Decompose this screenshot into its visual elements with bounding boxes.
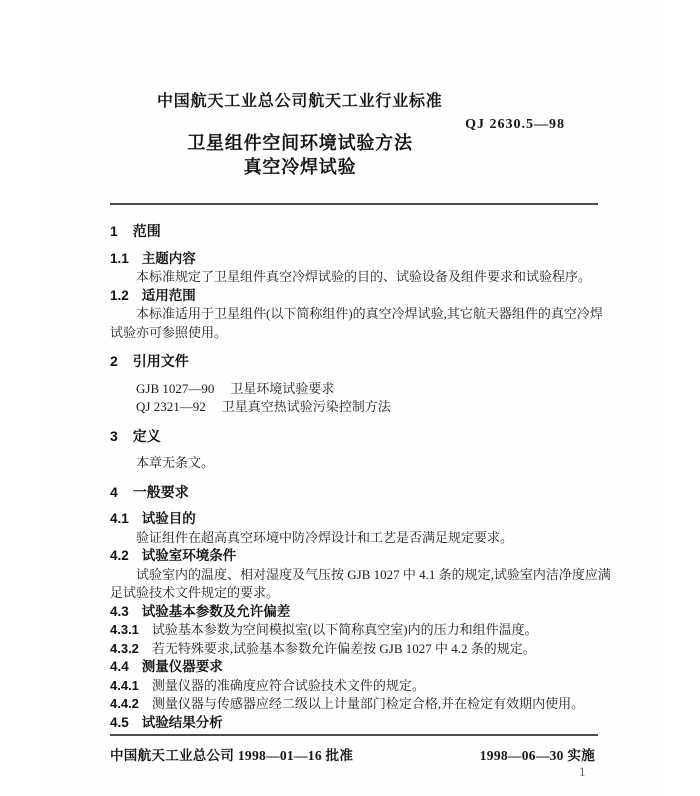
body-line-clause bbox=[110, 677, 599, 696]
body-line-clause bbox=[110, 640, 599, 659]
line-text: 试验室内的温度、相对湿度及气压按 GJB 1027 中 4.1 条的规定,试验室内洁净度应满 bbox=[136, 566, 611, 582]
line-text: 一般要求 bbox=[132, 483, 189, 500]
body-line-sub bbox=[110, 250, 599, 269]
line-text: 卫星真空热试验污染控制方法 bbox=[221, 399, 391, 414]
clause-number: 4.3.2 bbox=[110, 640, 139, 656]
line-text: 本章无条文。 bbox=[136, 455, 215, 470]
body-line-clause bbox=[110, 695, 599, 714]
line-text: 引用文件 bbox=[132, 353, 189, 369]
body-line-sub bbox=[110, 658, 599, 677]
body-line-chapter bbox=[110, 427, 599, 446]
clause-number: 4.5 bbox=[110, 714, 129, 730]
clause-number: 4 bbox=[110, 483, 118, 500]
clause-number: 4.2 bbox=[110, 548, 129, 563]
body-line-sub bbox=[110, 510, 599, 529]
line-text: 试验基本参数为空间模拟室(以下简称真空室)内的压力和组件温度。 bbox=[151, 622, 538, 637]
line-text: 试验结果分析 bbox=[141, 714, 223, 730]
body-line-clause bbox=[110, 621, 599, 640]
line-text: 测量仪器要求 bbox=[141, 659, 223, 674]
line-text: 试验目的 bbox=[141, 511, 196, 526]
body-line-para bbox=[110, 584, 599, 603]
line-text: 试验室环境条件 bbox=[141, 548, 237, 563]
document-title-line2: 真空冷焊试验 bbox=[243, 157, 357, 177]
body-line-para bbox=[110, 566, 611, 585]
standard-number: QJ 2630.5—98 bbox=[465, 117, 565, 132]
body-line-para bbox=[110, 305, 603, 324]
document-body bbox=[110, 212, 611, 732]
page-number: 1 bbox=[579, 764, 586, 779]
body-line-para bbox=[110, 324, 599, 343]
line-text: 本标准规定了卫星组件真空冷焊试验的目的、试验设备及组件要求和试验程序。 bbox=[136, 269, 592, 284]
body-line-para bbox=[110, 268, 599, 287]
clause-number: 2 bbox=[110, 353, 118, 369]
line-text: 范围 bbox=[132, 223, 161, 239]
document-title-line1: 卫星组件空间环境试验方法 bbox=[187, 133, 413, 153]
body-line-para bbox=[110, 454, 599, 473]
body-line-para bbox=[110, 529, 599, 548]
body-line-sub bbox=[110, 714, 599, 733]
line-text: 试验基本参数及允许偏差 bbox=[141, 603, 291, 619]
body-line-sub bbox=[110, 287, 599, 306]
reference-code: QJ 2321—92 bbox=[136, 399, 206, 414]
line-text: 定义 bbox=[132, 427, 161, 444]
line-text: 足试验技术文件规定的要求。 bbox=[110, 585, 280, 600]
footer-implementation-date: 1998—06—30 实施 bbox=[479, 748, 595, 763]
footer-rule bbox=[110, 734, 598, 736]
body-line-chapter bbox=[110, 483, 599, 502]
line-text: 适用范围 bbox=[141, 287, 196, 303]
body-line-chapter bbox=[110, 352, 599, 371]
line-text: 卫星环境试验要求 bbox=[230, 380, 335, 396]
clause-number: 4.4 bbox=[110, 659, 129, 674]
clause-number: 3 bbox=[110, 427, 118, 444]
line-text: 主题内容 bbox=[141, 250, 196, 266]
clause-number: 4.1 bbox=[110, 511, 129, 526]
body-line-ref bbox=[110, 398, 599, 417]
clause-number: 4.3 bbox=[110, 603, 129, 619]
line-text: 测量仪器与传感器应经二级以上计量部门检定合格,并在检定有效期内使用。 bbox=[151, 696, 585, 711]
header-rule bbox=[110, 203, 598, 205]
body-line-ref bbox=[110, 380, 599, 399]
line-text: 若无特殊要求,试验基本参数允许偏差按 GJB 1027 中 4.2 条的规定。 bbox=[151, 640, 536, 656]
line-text: 试验亦可参照使用。 bbox=[110, 324, 228, 340]
document-title bbox=[0, 131, 600, 179]
body-line-sub bbox=[110, 603, 599, 622]
line-text: 本标准适用于卫星组件(以下简称组件)的真空冷焊试验,其它航天器组件的真空冷焊 bbox=[136, 306, 603, 321]
clause-number: 4.4.1 bbox=[110, 677, 139, 693]
body-line-sub bbox=[110, 547, 599, 566]
clause-number: 4.3.1 bbox=[110, 622, 139, 637]
clause-number: 4.4.2 bbox=[110, 696, 139, 711]
body-line-chapter bbox=[110, 222, 599, 241]
standard-org-line: 中国航天工业总公司航天工业行业标准 bbox=[157, 93, 443, 110]
reference-code: GJB 1027—90 bbox=[136, 380, 215, 396]
line-text: 验证组件在超高真空环境中防冷焊设计和工艺是否满足规定要求。 bbox=[136, 529, 514, 545]
clause-number: 1 bbox=[110, 223, 118, 239]
line-text: 测量仪器的准确度应符合试验技术文件的规定。 bbox=[151, 677, 425, 693]
clause-number: 1.2 bbox=[110, 287, 129, 303]
footer-approval-line: 中国航天工业总公司 1998—01—16 批准 bbox=[110, 748, 354, 763]
clause-number: 1.1 bbox=[110, 250, 129, 266]
